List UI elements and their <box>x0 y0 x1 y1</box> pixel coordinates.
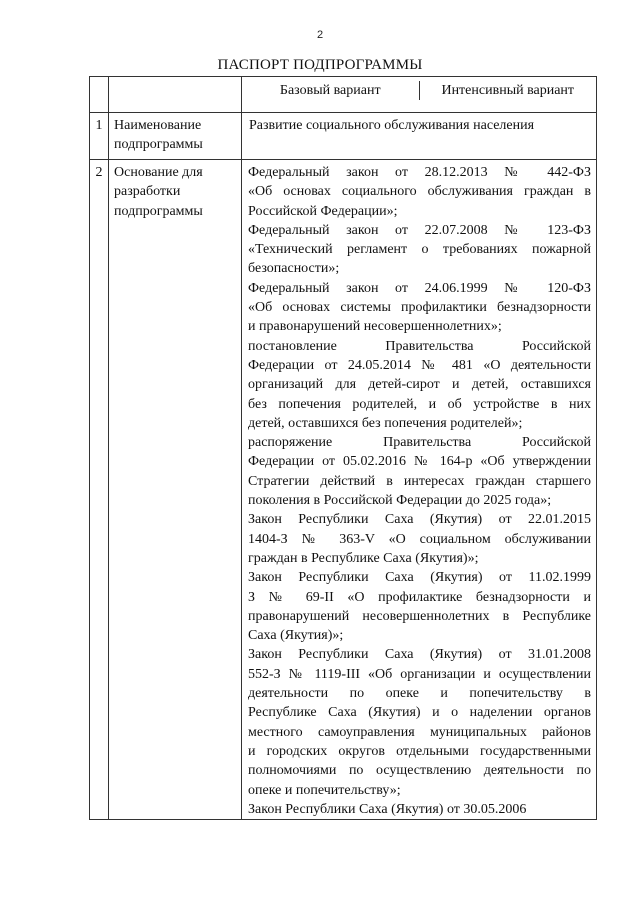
legal-basis-line: полномочиями по осуществлению деятельности по <box>248 763 591 779</box>
legal-basis-line: «Технический регламент о требованиях пожарной <box>248 242 591 258</box>
row-label: Наименование подпрограммы <box>109 113 242 160</box>
legal-basis-line: опеке и попечительству»; <box>248 782 401 798</box>
header-intensive-variant: Интенсивный вариант <box>419 81 597 100</box>
legal-basis-line: без попечения родителей, и об устройстве в них <box>248 396 591 412</box>
legal-basis-line: Федеральный закон от 22.07.2008 № 123-ФЗ <box>248 222 591 238</box>
row-number: 1 <box>90 113 109 160</box>
table-header-row <box>90 77 597 113</box>
legal-basis-list <box>242 160 597 820</box>
row-number: 2 <box>90 160 109 820</box>
legal-basis-line: поколения в Российской Федерации до 2025 года»; <box>248 493 552 509</box>
legal-basis-line: правонарушений несовершеннолетних в Республике <box>248 608 591 624</box>
legal-basis-line: и городских округов отдельными государственными <box>248 743 591 759</box>
legal-basis-line: Закон Республики Саха (Якутия) от 31.01.2008 <box>248 647 591 663</box>
legal-basis-line: Саха (Якутия)»; <box>248 628 344 644</box>
legal-basis-line: Федерации от 05.02.2016 № 164-р «Об утверждении <box>248 454 591 470</box>
legal-basis-line: З № 69-II «О профилактике безнадзорности и <box>248 589 591 605</box>
legal-basis-line: Закон Республики Саха (Якутия) от 22.01.2015 <box>248 512 591 528</box>
row-value: Развитие социального обслуживания населения <box>242 113 597 160</box>
legal-basis-line: «Об основах системы профилактики безнадзорности <box>248 300 591 316</box>
legal-basis-line: 1404-З № 363-V «О социальном обслуживании <box>248 531 591 547</box>
legal-basis-line: организаций для детей-сирот и детей, оставшихся <box>248 377 591 393</box>
table-row <box>90 160 597 820</box>
header-basic-variant: Базовый вариант <box>279 83 381 98</box>
header-num-cell <box>90 77 109 113</box>
legal-basis-line: детей, оставшихся без попечения родителей»; <box>248 415 523 431</box>
legal-basis-line: Федеральный закон от 28.12.2013 № 442-ФЗ <box>248 165 591 180</box>
passport-table <box>89 76 597 820</box>
page-number: 2 <box>316 29 324 41</box>
legal-basis-line: Федерации от 24.05.2014 № 481 «О деятельности <box>248 357 591 373</box>
legal-basis-line: «Об основах социального обслуживания граждан в <box>248 184 591 200</box>
legal-basis-line: и правонарушений несовершеннолетних»; <box>248 319 502 335</box>
legal-basis-line: местного самоуправления муниципальных районов <box>248 724 591 740</box>
legal-basis-line: деятельности по опеке и попечительству в <box>248 686 591 702</box>
row-label: Основание для разработки подпрограммы <box>109 160 242 820</box>
legal-basis-line: Российской Федерации»; <box>248 203 398 219</box>
legal-basis-line: безопасности»; <box>248 261 340 277</box>
table-row <box>90 113 597 160</box>
legal-basis-line: Закон Республики Саха (Якутия) от 30.05.2006 <box>248 801 527 817</box>
legal-basis-line: граждан в Республике Саха (Якутия)»; <box>248 550 479 566</box>
legal-basis-line: Стратегии действий в интересах граждан старшего <box>248 473 591 489</box>
page-title: ПАСПОРТ ПОДПРОГРАММЫ <box>217 57 423 73</box>
legal-basis-line: Федеральный закон от 24.06.1999 № 120-ФЗ <box>248 280 591 296</box>
legal-basis-line: распоряжение Правительства Российской <box>248 435 591 451</box>
legal-basis-line: Закон Республики Саха (Якутия) от 11.02.1999 <box>248 570 591 586</box>
header-name-cell <box>109 77 242 113</box>
legal-basis-line: постановление Правительства Российской <box>248 338 591 354</box>
header-variants-cell <box>242 77 597 113</box>
legal-basis-line: 552-З № 1119-III «Об организации и осуществлении <box>248 666 591 682</box>
legal-basis-line: Республике Саха (Якутия) и о наделении органов <box>248 705 591 721</box>
